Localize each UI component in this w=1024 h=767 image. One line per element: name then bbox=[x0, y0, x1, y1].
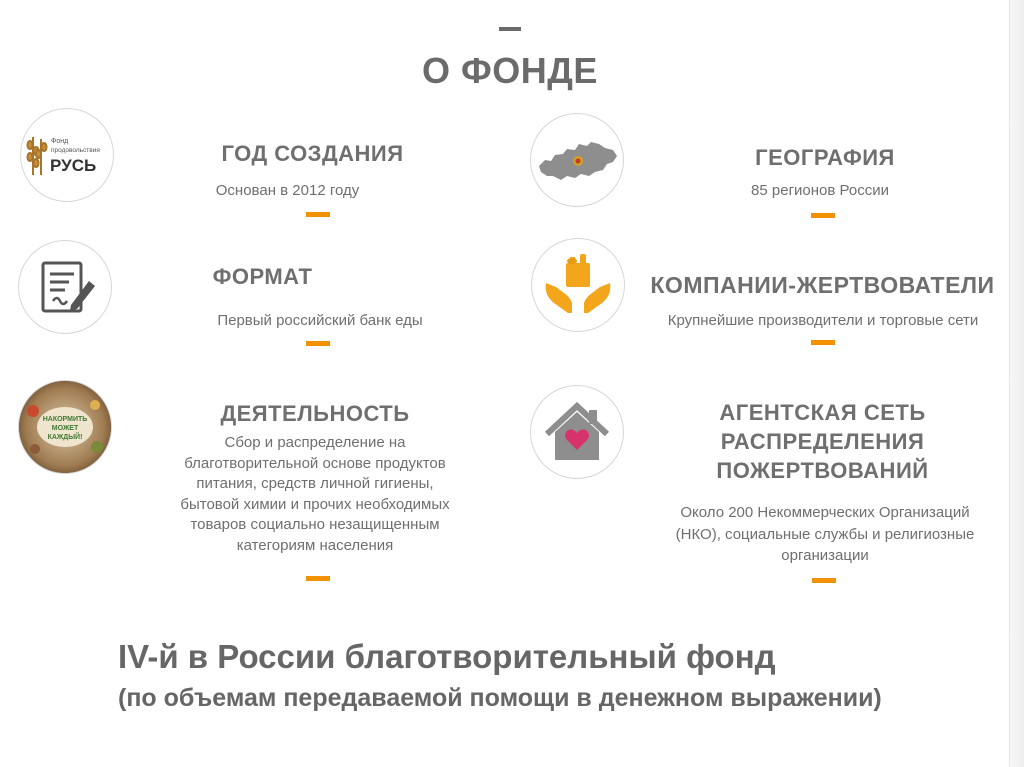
feed-everyone-badge bbox=[18, 380, 112, 474]
rus-fund-logo bbox=[20, 108, 114, 202]
heading-geography: ГЕОГРАФИЯ bbox=[755, 145, 895, 170]
hands-food-icon bbox=[531, 238, 625, 332]
network-line: организации bbox=[781, 547, 869, 564]
badge-line3: КАЖДЫЙ! bbox=[47, 434, 83, 441]
text-activity bbox=[150, 433, 480, 556]
ranking-note: (по объемам передаваемой помощи в денежном выражении) bbox=[118, 684, 882, 712]
badge-line2: МОЖЕТ bbox=[51, 425, 79, 432]
accent-dash bbox=[812, 578, 836, 583]
text-network bbox=[640, 502, 1010, 567]
accent-dash bbox=[811, 213, 835, 218]
accent-dash bbox=[306, 576, 330, 581]
accent-dash bbox=[811, 340, 835, 345]
house-heart-icon bbox=[530, 385, 624, 479]
network-heading-line: АГЕНТСКАЯ СЕТЬ bbox=[719, 400, 926, 425]
heading-founded: ГОД СОЗДАНИЯ bbox=[221, 141, 404, 166]
title-top-dash bbox=[499, 27, 521, 31]
ranking-statement: IV-й в России благотворительный фонд bbox=[118, 638, 776, 675]
activity-line: товаров социально незащищенным bbox=[190, 516, 440, 533]
network-heading-line: РАСПРЕДЕЛЕНИЯ bbox=[720, 429, 925, 454]
logo-line1: Фонд bbox=[51, 138, 69, 145]
page-title: О ФОНДЕ bbox=[422, 50, 598, 91]
slide-frame-edge bbox=[1009, 0, 1024, 767]
text-geography: 85 регионов России bbox=[751, 182, 889, 199]
network-line: Около 200 Некоммерческих Организаций bbox=[680, 504, 970, 521]
activity-line: категориям населения bbox=[236, 536, 394, 554]
logo-line2: продовольствия bbox=[51, 147, 100, 154]
heading-network bbox=[680, 398, 965, 485]
activity-line: питания, средств личной гигиены, bbox=[196, 475, 434, 492]
accent-dash bbox=[306, 341, 330, 346]
accent-dash bbox=[306, 212, 330, 217]
badge-line1: НАКОРМИТЬ bbox=[42, 416, 88, 423]
heading-activity: ДЕЯТЕЛЬНОСТЬ bbox=[220, 401, 410, 426]
heading-donors: КОМПАНИИ-ЖЕРТВОВАТЕЛИ bbox=[650, 272, 995, 298]
network-heading-line: ПОЖЕРТВОВАНИЙ bbox=[716, 458, 929, 483]
activity-line: бытовой химии и прочих необходимых bbox=[180, 495, 450, 513]
document-pen-icon bbox=[18, 240, 112, 334]
text-format: Первый российский банк еды bbox=[217, 312, 423, 329]
text-donors: Крупнейшие производители и торговые сети bbox=[667, 312, 979, 329]
activity-line: Сбор и распределение на bbox=[224, 434, 406, 451]
network-line: (НКО), социальные службы и религиозные bbox=[675, 525, 975, 543]
heading-format: ФОРМАТ bbox=[212, 264, 313, 289]
activity-line: благотворительной основе продуктов bbox=[184, 454, 446, 472]
text-founded: Основан в 2012 году bbox=[215, 182, 360, 199]
logo-brand: РУСЬ bbox=[50, 156, 97, 175]
russia-map-icon bbox=[530, 113, 624, 207]
